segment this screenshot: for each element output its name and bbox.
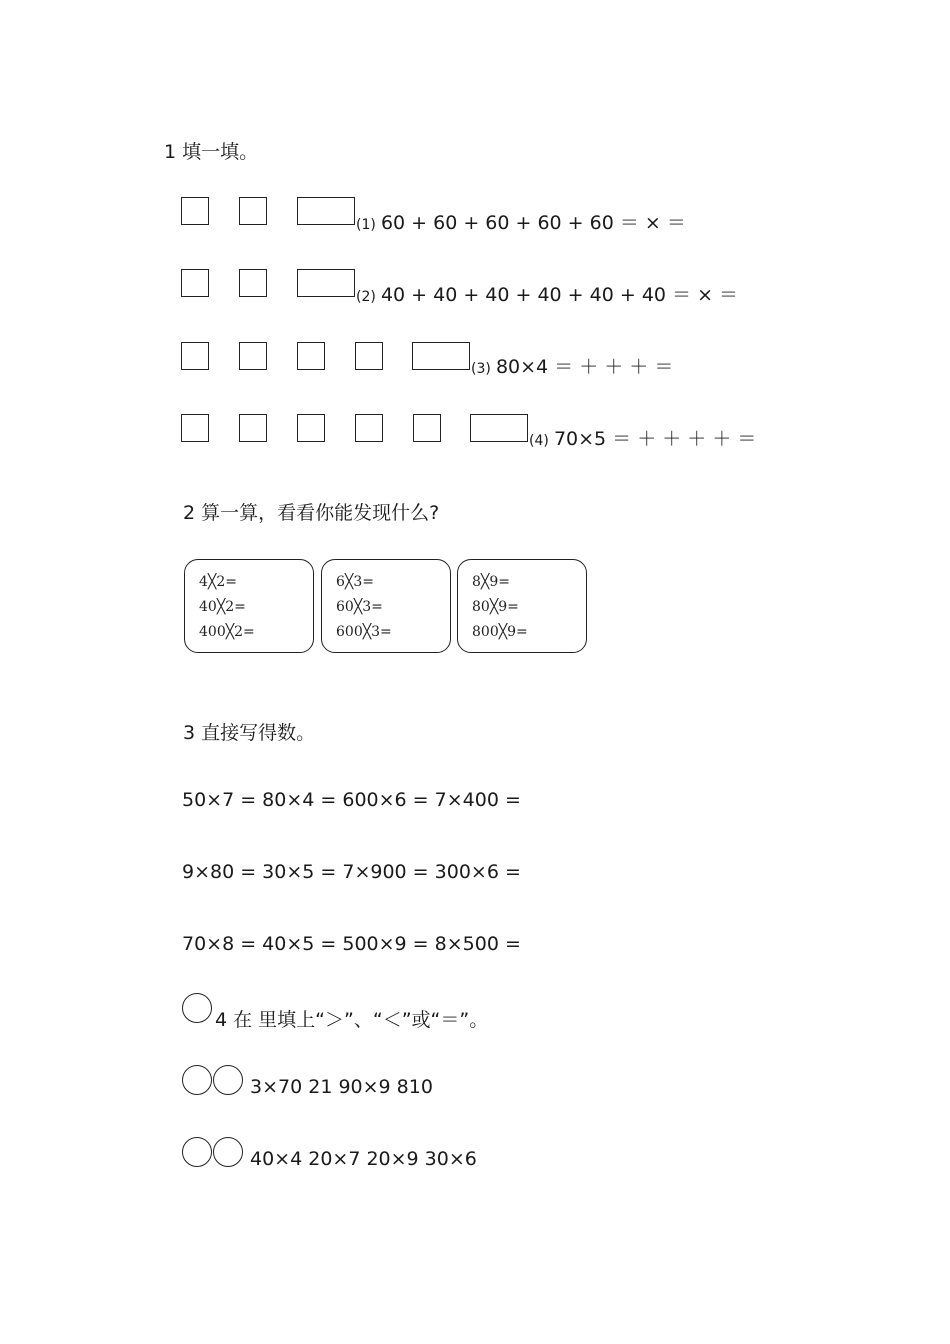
answer-box[interactable]: [181, 342, 209, 370]
compare-circle[interactable]: [182, 1137, 212, 1167]
calc-line: 80╳9=: [472, 599, 519, 615]
answer-box[interactable]: [181, 414, 209, 442]
answer-box[interactable]: [239, 269, 267, 297]
calc-line: 400╳2=: [199, 624, 255, 640]
problem-4: [529, 424, 756, 451]
section-2-title: 2 算一算，看看你能发现什么?: [183, 502, 440, 524]
calc-row-1: 50×7 = 80×4 = 600×6 = 7×400 =: [182, 789, 521, 811]
problem-expression: 60 + 60 + 60 + 60 + 60 ＝ × ＝: [380, 212, 686, 234]
compare-row-1: 3×70 21 90×9 810: [250, 1076, 433, 1098]
problem-3: [471, 352, 673, 379]
section-4-title: 4 在 里填上“＞”、“＜”或“＝”。: [215, 1009, 489, 1031]
answer-box-wide[interactable]: [412, 342, 470, 370]
answer-box[interactable]: [413, 414, 441, 442]
answer-box[interactable]: [239, 414, 267, 442]
problem-number: (1): [356, 217, 376, 233]
answer-box[interactable]: [181, 197, 209, 225]
answer-box-wide[interactable]: [470, 414, 528, 442]
answer-box-wide[interactable]: [297, 269, 355, 297]
problem-number: (2): [356, 289, 376, 305]
calc-row-2: 9×80 = 30×5 = 7×900 = 300×6 =: [182, 861, 521, 883]
problem-number: (3): [471, 361, 491, 377]
calc-line: 800╳9=: [472, 624, 528, 640]
problem-2: [356, 280, 738, 307]
calc-line: 8╳9=: [472, 574, 510, 590]
calc-line: 40╳2=: [199, 599, 246, 615]
compare-circle[interactable]: [213, 1137, 243, 1167]
problem-expression: 80×4 ＝ ＋ ＋ ＋ ＝: [495, 356, 674, 378]
problem-number: (4): [529, 433, 549, 449]
answer-box-wide[interactable]: [297, 197, 355, 225]
section-3-title: 3 直接写得数。: [183, 722, 316, 744]
calc-card-1: [184, 559, 314, 653]
calc-line: 6╳3=: [336, 574, 374, 590]
calc-row-3: 70×8 = 40×5 = 500×9 = 8×500 =: [182, 933, 521, 955]
calc-line: 600╳3=: [336, 624, 392, 640]
problem-expression: 40 + 40 + 40 + 40 + 40 + 40 ＝ × ＝: [380, 284, 739, 306]
calc-line: 60╳3=: [336, 599, 383, 615]
answer-box[interactable]: [355, 342, 383, 370]
compare-circle[interactable]: [182, 993, 212, 1023]
answer-box[interactable]: [297, 414, 325, 442]
problem-1: [356, 208, 686, 235]
compare-circle[interactable]: [213, 1065, 243, 1095]
answer-box[interactable]: [181, 269, 209, 297]
problem-expression: 70×5 ＝ ＋ ＋ ＋ ＋ ＝: [553, 428, 757, 450]
calc-line: 4╳2=: [199, 574, 237, 590]
compare-row-2: 40×4 20×7 20×9 30×6: [250, 1148, 477, 1170]
compare-circle[interactable]: [182, 1065, 212, 1095]
answer-box[interactable]: [239, 197, 267, 225]
calc-card-2: [321, 559, 451, 653]
answer-box[interactable]: [355, 414, 383, 442]
answer-box[interactable]: [297, 342, 325, 370]
section-1-title: 1 填一填。: [164, 141, 259, 163]
answer-box[interactable]: [239, 342, 267, 370]
calc-card-3: [457, 559, 587, 653]
